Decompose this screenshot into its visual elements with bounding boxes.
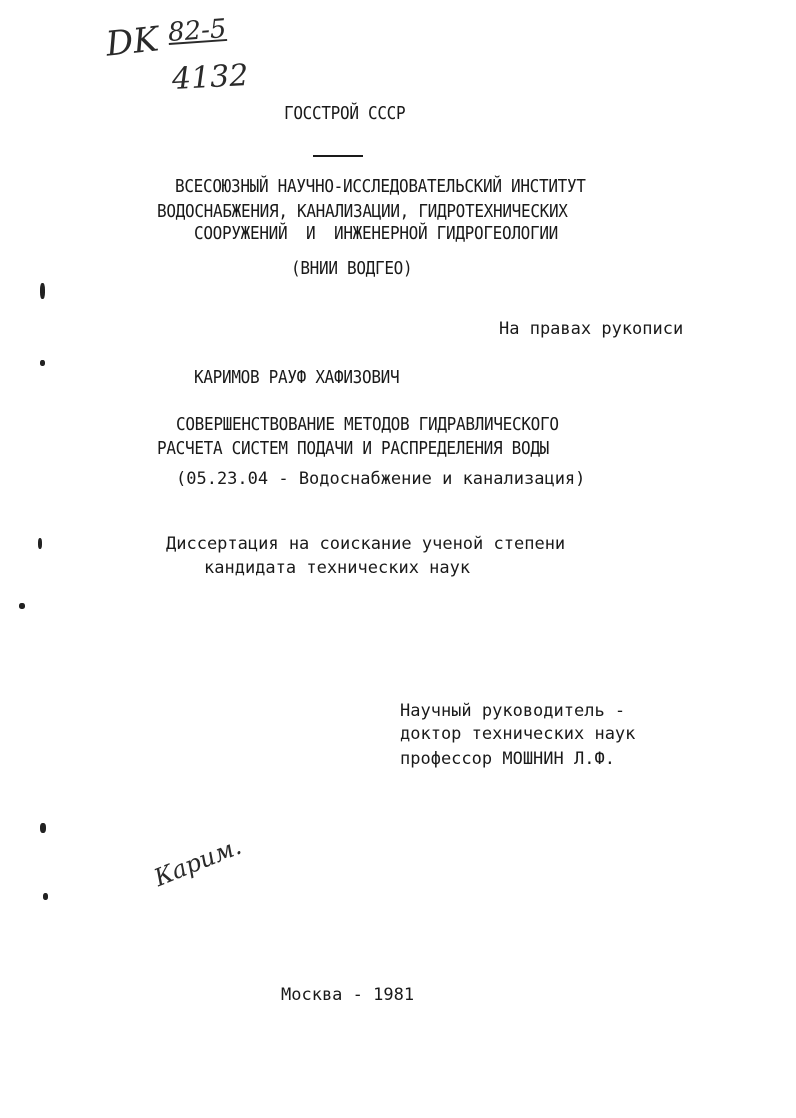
archive-number-top: 82-5 [167,13,228,49]
specialty-code: (05.23.04 - Водоснабжение и канализация) [176,469,586,489]
archive-number-bottom: 4132 [171,58,250,97]
supervisor-line-1: Научный руководитель - [400,701,626,721]
organization-name: ГОССТРОЙ СССР [284,102,406,124]
scan-speck [43,893,48,900]
archive-code: DK [104,19,161,65]
institute-line-2: ВОДОСНАБЖЕНИЯ, КАНАЛИЗАЦИИ, ГИДРОТЕХНИЧЕСКИХ [157,200,568,222]
header-divider [313,155,363,157]
author-signature: Карим. [150,831,246,893]
manuscript-note: На правах рукописи [499,319,684,339]
degree-line-1: Диссертация на соискание ученой степени [166,534,566,554]
scan-speck [40,360,45,366]
institute-abbreviation: (ВНИИ ВОДГЕО) [291,257,413,279]
scan-speck [40,283,45,299]
supervisor-line-3: профессор МОШНИН Л.Ф. [400,749,615,769]
author-name: КАРИМОВ РАУФ ХАФИЗОВИЧ [194,366,400,388]
dissertation-title-line-1: СОВЕРШЕНСТВОВАНИЕ МЕТОДОВ ГИДРАВЛИЧЕСКОГО [176,413,559,435]
supervisor-line-2: доктор технических наук [400,724,636,744]
city-year: Москва - 1981 [281,985,415,1005]
scan-speck [40,823,46,833]
institute-line-1: ВСЕСОЮЗНЫЙ НАУЧНО-ИССЛЕДОВАТЕЛЬСКИЙ ИНСТИТУТ [175,175,586,197]
dissertation-title-line-2: РАСЧЕТА СИСТЕМ ПОДАЧИ И РАСПРЕДЕЛЕНИЯ ВОДЫ [157,437,549,459]
scan-speck [38,538,42,549]
degree-line-2: кандидата технических наук [204,558,471,578]
scan-speck [19,603,25,609]
institute-line-3: СООРУЖЕНИЙ И ИНЖЕНЕРНОЙ ГИДРОГЕОЛОГИИ [194,222,558,244]
